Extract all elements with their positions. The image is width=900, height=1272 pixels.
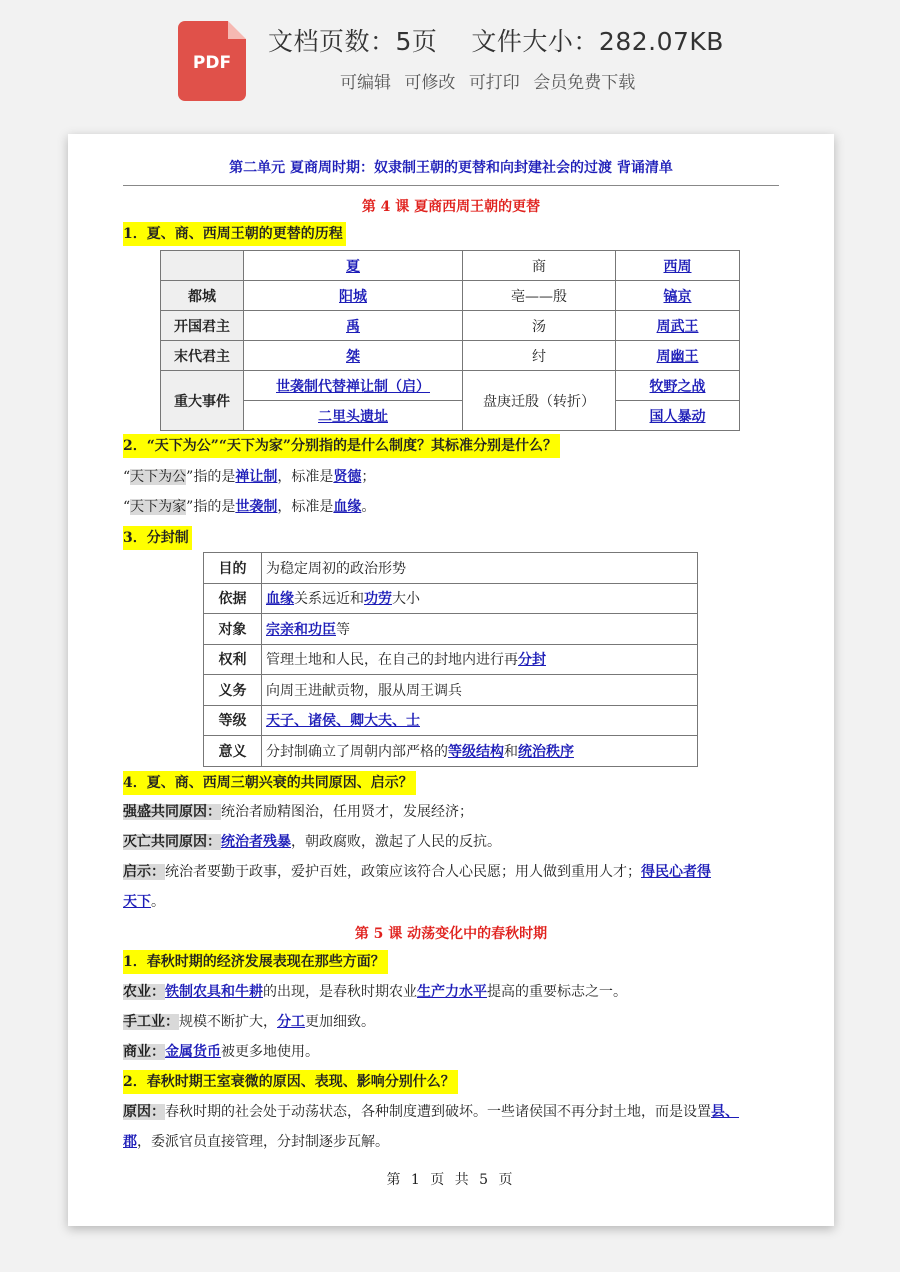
text-span: ，委派官员直接管理，分封制逐步瓦解。: [137, 1134, 389, 1150]
answer-line: [123, 1012, 779, 1032]
text-span: 统治者励精图治，任用贤才，发展经济；: [221, 804, 473, 820]
title-divider: [123, 185, 779, 186]
cell-shang: 亳——殷: [463, 281, 616, 311]
text-span: 被更多地使用。: [221, 1044, 319, 1060]
text-span: 指的是: [193, 499, 236, 515]
page-count: 文档页数：5页: [268, 27, 438, 56]
row-value: [262, 583, 698, 614]
feature-list: [340, 68, 643, 93]
quote-text: 天下为公: [130, 469, 187, 485]
table-row: [161, 281, 740, 311]
text-span: 统治者要勤于政事，爱护百姓，政策应该符合人心民愿；用人做到重用人才；: [165, 864, 641, 880]
key-term: 郡: [123, 1134, 137, 1150]
col-header-xia: 夏: [346, 258, 360, 275]
feature-item: 可打印: [468, 73, 520, 93]
table-row: [161, 401, 740, 431]
text-span: ，朝政腐败，激起了人民的反抗。: [291, 834, 501, 850]
feudal-system-table: [203, 552, 698, 767]
text-span: 提高的重要标志之一。: [487, 984, 627, 1000]
key-term: 贤德: [333, 469, 362, 485]
answer-label: 商业：: [123, 1044, 165, 1060]
table-row: [161, 341, 740, 371]
text-span: ；: [361, 469, 376, 485]
row-value: [262, 736, 698, 767]
text-span: 春秋时期的社会处于动荡状态，各种制度遭到破坏。一些诸侯国不再分封土地，而是设置: [165, 1104, 711, 1120]
file-info-header: [0, 0, 900, 130]
row-label: 开国君主: [161, 311, 244, 341]
row-label: 都城: [161, 281, 244, 311]
feature-item: 可编辑: [340, 73, 391, 93]
cell-xia: 禹: [346, 318, 360, 335]
cell-zhou: 周武王: [656, 318, 699, 335]
row-value: [262, 675, 698, 706]
row-label: 等级: [204, 705, 262, 736]
pdf-file-icon: PDF: [178, 21, 246, 101]
key-term: 铁制农具和牛耕: [165, 984, 263, 1000]
cell-xia: 世袭制代替禅让制（启）: [276, 378, 430, 395]
answer-label: 强盛共同原因：: [123, 804, 221, 820]
key-term: 统治者残暴: [221, 834, 291, 850]
document-title: 第二单元 夏商周时期：奴隶制王朝的更替和向封建社会的过渡 背诵清单: [229, 160, 673, 176]
table-row: [204, 675, 698, 706]
key-term: 生产力水平: [417, 984, 487, 1000]
cell-xia: 桀: [346, 348, 360, 365]
answer-label: 农业：: [123, 984, 165, 1000]
key-term: 世袭制: [235, 499, 278, 515]
cell-zhou: 镐京: [663, 288, 692, 305]
lesson-4-heading: 第 4 课 夏商西周王朝的更替: [361, 199, 541, 215]
text-span: 规模不断扩大，: [179, 1014, 277, 1030]
row-label: 意义: [204, 736, 262, 767]
key-term: 分工: [277, 1014, 305, 1030]
file-stats: [268, 22, 724, 58]
answer-line: [123, 862, 779, 882]
text-span: 更加细致。: [305, 1014, 375, 1030]
question-2-heading: 2．“天下为公”“天下为家”分别指的是什么制度？其标准分别是什么？: [123, 434, 560, 458]
text-span: 向周王进献贡物，服从周王调兵: [266, 682, 462, 699]
question-1-heading: 1．夏、商、西周王朝的更替的历程: [123, 222, 346, 246]
row-label: 权利: [204, 644, 262, 675]
row-label: 依据: [204, 583, 262, 614]
document-page: [68, 134, 834, 1226]
key-term: 天下: [123, 894, 151, 910]
text-span: 等: [336, 621, 350, 638]
text-span: ，标准是: [277, 469, 334, 485]
table-row: [204, 583, 698, 614]
text-span: 。: [361, 499, 376, 515]
key-term: 禅让制: [235, 469, 278, 485]
answer-line: [123, 982, 779, 1002]
answer-label: 灭亡共同原因：: [123, 834, 221, 850]
key-term: 血缘: [266, 591, 294, 608]
row-value: [262, 553, 698, 584]
table-row: [204, 614, 698, 645]
question-6-heading: 2．春秋时期王室衰微的原因、表现、影响分别什么？: [123, 1070, 458, 1094]
row-label: 对象: [204, 614, 262, 645]
answer-paragraph: [123, 1132, 779, 1152]
table-row: [204, 644, 698, 675]
col-header-zhou: 西周: [663, 258, 692, 275]
answer-line: [123, 892, 779, 912]
question-5-heading: 1．春秋时期的经济发展表现在那些方面？: [123, 950, 388, 974]
file-size: 文件大小：282.07KB: [471, 27, 724, 56]
text-span: 为稳定周初的政治形势: [266, 560, 406, 577]
row-label: 义务: [204, 675, 262, 706]
quote-text: 天下为家: [130, 499, 187, 515]
key-term: 等级结构: [448, 743, 504, 760]
cell-zhou: 牧野之战: [649, 378, 706, 395]
table-row: [161, 371, 740, 401]
cell-shang: 纣: [463, 341, 616, 371]
cell-xia: 阳城: [339, 288, 367, 305]
row-value: [262, 644, 698, 675]
table-row: [204, 705, 698, 736]
page-number: 第 1 页 共 5 页: [386, 1172, 516, 1188]
key-term: 统治秩序: [518, 743, 574, 760]
answer-line: [123, 1042, 779, 1062]
row-label: 目的: [204, 553, 262, 584]
text-span: 管理土地和人民，在自己的封地内进行再: [266, 652, 518, 669]
key-term: 县、: [711, 1104, 739, 1120]
question-4-heading: 4．夏、商、西周三朝兴衰的共同原因、启示？: [123, 771, 416, 795]
key-term: 血缘: [333, 499, 362, 515]
answer-line: [123, 802, 779, 822]
text-span: ，标准是: [277, 499, 334, 515]
key-term: 宗亲和功臣: [266, 621, 336, 638]
table-row: [204, 736, 698, 767]
table-corner-cell: [161, 251, 244, 281]
cell-xia: 二里头遗址: [318, 408, 388, 425]
answer-paragraph: [123, 1102, 779, 1122]
key-term: 得民心者得: [641, 864, 711, 880]
text-span: 分封制确立了周朝内部严格的: [266, 743, 448, 760]
key-term: 功劳: [364, 591, 392, 608]
text-span: 大小: [392, 591, 420, 608]
answer-line: “天下为家”指的是世袭制，标准是血缘。: [123, 499, 376, 515]
key-term: 金属货币: [165, 1044, 221, 1060]
table-row: [161, 311, 740, 341]
text-span: 和: [504, 743, 518, 760]
cell-zhou: 国人暴动: [649, 408, 706, 425]
table-row: [204, 553, 698, 584]
answer-label: 手工业：: [123, 1014, 179, 1030]
cell-shang: 汤: [463, 311, 616, 341]
question-3-heading: 3．分封制: [123, 526, 192, 550]
feature-item: 会员免费下载: [533, 73, 636, 93]
text-span: 关系远近和: [294, 591, 364, 608]
row-label: 末代君主: [161, 341, 244, 371]
text-span: 指的是: [193, 469, 236, 485]
text-span: 。: [151, 894, 165, 910]
lesson-5-heading: 第 5 课 动荡变化中的春秋时期: [354, 926, 548, 942]
text-span: 的出现，是春秋时期农业: [263, 984, 417, 1000]
cell-zhou: 周幽王: [656, 348, 699, 365]
row-value: [262, 705, 698, 736]
feature-item: 可修改: [404, 73, 456, 93]
key-term: 天子、诸侯、卿大夫、士: [266, 713, 420, 730]
col-header-shang: 商: [463, 251, 616, 281]
dynasty-table: [160, 250, 740, 431]
answer-line: [123, 832, 779, 852]
answer-label: 原因：: [123, 1104, 165, 1120]
row-value: [262, 614, 698, 645]
cell-shang: 盘庚迁殷（转折）: [463, 371, 616, 431]
answer-label: 启示：: [123, 864, 165, 880]
key-term: 分封: [518, 652, 546, 669]
answer-line: “天下为公”指的是禅让制，标准是贤德；: [123, 469, 376, 485]
row-label: 重大事件: [161, 371, 244, 431]
